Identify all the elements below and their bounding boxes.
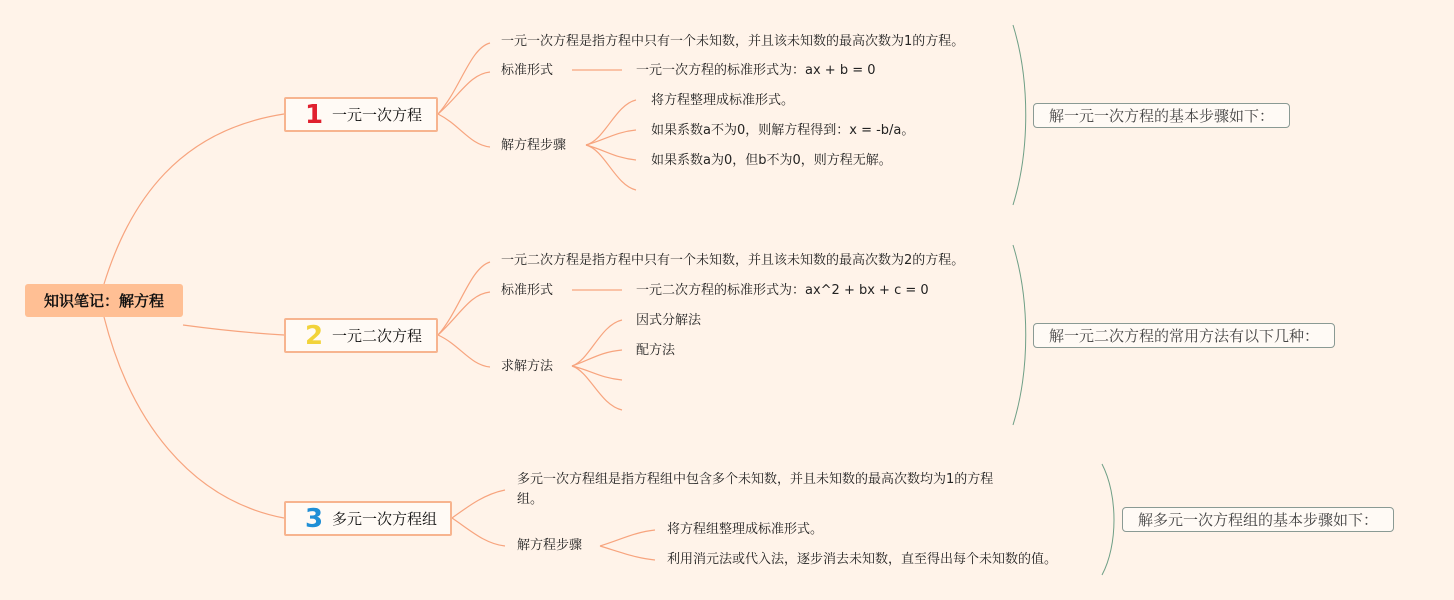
number-1-icon: 1 <box>304 99 324 130</box>
number-3-icon: 3 <box>304 503 324 534</box>
bracket-b1 <box>1013 25 1026 205</box>
b1-method-label[interactable]: 解方程步骤 <box>501 138 567 153</box>
connector-b1-method <box>438 114 490 147</box>
connector-b2-standard <box>438 292 490 335</box>
b3-summary[interactable]: 解多元一次方程组的基本步骤如下： <box>1122 507 1394 532</box>
connector-root-branch-1 <box>104 114 284 284</box>
connector-b1-method-1 <box>586 100 636 145</box>
connector-b3-method <box>452 518 505 546</box>
branch-1-title: 一元一次方程 <box>332 106 423 124</box>
b1-standard-text[interactable]: 一元一次方程的标准形式为：ax + b = 0 <box>636 63 876 78</box>
branch-1-topic[interactable] <box>284 97 438 132</box>
connector-root-branch-2 <box>183 325 284 335</box>
connector-b1-method-2 <box>586 130 636 145</box>
bracket-b2 <box>1013 245 1026 425</box>
b2-method-1[interactable]: 因式分解法 <box>636 313 702 328</box>
connector-b1-method-4 <box>586 145 636 190</box>
bracket-b3 <box>1102 464 1114 575</box>
root-topic[interactable]: 知识笔记：解方程 <box>25 284 183 317</box>
branch-3-title: 多元一次方程组 <box>332 510 438 528</box>
connector-b1-standard <box>438 72 490 114</box>
connector-b3-definition <box>452 490 505 518</box>
b2-standard-text[interactable]: 一元二次方程的标准形式为：ax^2 + bx + c = 0 <box>636 283 929 298</box>
connector-b2-method-4 <box>572 366 622 410</box>
b2-definition[interactable]: 一元二次方程是指方程中只有一个未知数，并且该未知数的最高次数为2的方程。 <box>501 253 965 268</box>
b3-method-label[interactable]: 解方程步骤 <box>517 538 583 553</box>
b1-standard-label[interactable]: 标准形式 <box>501 63 554 78</box>
connector-b3-method-2 <box>600 546 655 560</box>
number-2-icon: 2 <box>304 320 324 351</box>
b2-summary[interactable]: 解一元二次方程的常用方法有以下几种： <box>1033 323 1335 348</box>
connector-b2-method <box>438 335 490 367</box>
connector-root-branch-3 <box>104 317 284 518</box>
b1-summary[interactable]: 解一元一次方程的基本步骤如下： <box>1033 103 1290 128</box>
b1-method-1[interactable]: 将方程整理成标准形式。 <box>651 93 795 108</box>
branch-2-title: 一元二次方程 <box>332 327 423 345</box>
b2-method-label[interactable]: 求解方法 <box>501 359 554 374</box>
b1-method-2[interactable]: 如果系数a不为0，则解方程得到：x = -b/a。 <box>651 123 915 138</box>
b2-method-2[interactable]: 配方法 <box>636 343 676 358</box>
b3-definition[interactable]: 多元一次方程组是指方程组中包含多个未知数，并且未知数的最高次数均为1的方程组。 <box>517 472 994 507</box>
connector-b2-method-2 <box>572 350 622 366</box>
branch-2-topic[interactable] <box>284 318 438 353</box>
connector-b2-definition <box>438 262 490 335</box>
connector-b1-method-3 <box>586 145 636 160</box>
b1-method-3[interactable]: 如果系数a为0，但b不为0，则方程无解。 <box>651 153 892 168</box>
b2-standard-label[interactable]: 标准形式 <box>501 283 554 298</box>
connector-b2-method-1 <box>572 320 622 366</box>
connector-b3-method-1 <box>600 530 655 546</box>
b1-definition[interactable]: 一元一次方程是指方程中只有一个未知数，并且该未知数的最高次数为1的方程。 <box>501 34 965 49</box>
b3-method-1[interactable]: 将方程组整理成标准形式。 <box>667 522 824 537</box>
b3-method-2[interactable]: 利用消元法或代入法，逐步消去未知数，直至得出每个未知数的值。 <box>667 552 1058 567</box>
connector-b1-definition <box>438 43 490 114</box>
connector-b2-method-3 <box>572 366 622 380</box>
branch-3-topic[interactable] <box>284 501 452 536</box>
